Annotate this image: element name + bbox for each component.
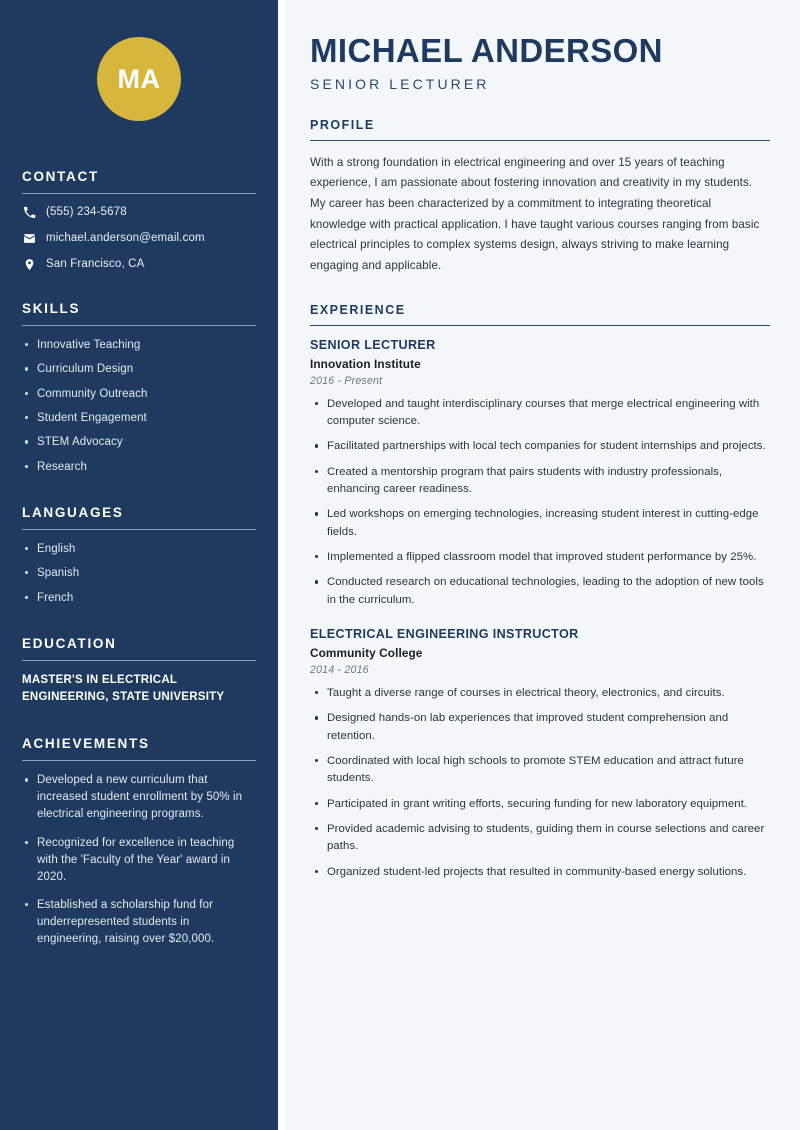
experience-heading: EXPERIENCE xyxy=(310,302,406,317)
list-item: English xyxy=(22,541,256,557)
experience-title: ELECTRICAL ENGINEERING INSTRUCTOR xyxy=(310,627,579,642)
avatar xyxy=(97,37,181,121)
list-item: Participated in grant writing efforts, securing funding for new laboratory equipment. xyxy=(310,796,770,813)
list-item: Curriculum Design xyxy=(22,361,256,377)
contact-heading: CONTACT xyxy=(22,169,99,184)
sidebar xyxy=(0,0,278,1130)
location-pin-icon xyxy=(22,257,36,271)
avatar-initials: MA xyxy=(117,63,161,94)
section-profile xyxy=(310,118,770,277)
profile-heading: PROFILE xyxy=(310,117,375,132)
skills-list xyxy=(22,337,256,475)
skills-divider xyxy=(22,325,256,326)
list-item: Developed a new curriculum that increased student enrollment by 50% in electrical engineering programs. xyxy=(22,772,256,823)
contact-email-text: michael.anderson@email.com xyxy=(46,232,205,244)
avatar-wrapper xyxy=(22,37,256,121)
contact-divider xyxy=(22,193,256,194)
sidebar-section-skills xyxy=(22,301,256,475)
envelope-icon xyxy=(22,231,36,245)
experience-bullets xyxy=(310,685,770,881)
contact-item-email[interactable] xyxy=(22,231,256,245)
list-item: Established a scholarship fund for underrepresented students in engineering, raising over $20,000. xyxy=(22,897,256,948)
education-divider xyxy=(22,660,256,661)
profile-divider xyxy=(310,140,770,141)
list-item: Research xyxy=(22,459,256,475)
contact-item-location[interactable] xyxy=(22,257,256,271)
experience-divider xyxy=(310,325,770,326)
achievements-divider xyxy=(22,760,256,761)
experience-dates: 2014 - 2016 xyxy=(310,664,369,677)
achievements-list xyxy=(22,772,256,947)
list-item: Taught a diverse range of courses in electrical theory, electronics, and circuits. xyxy=(310,685,770,702)
achievements-heading: ACHIEVEMENTS xyxy=(22,736,150,752)
contact-phone-text: (555) 234-5678 xyxy=(46,206,127,218)
list-item: Designed hands-on lab experiences that improved student comprehension and retention. xyxy=(310,710,770,745)
profile-text: With a strong foundation in electrical engineering and over 15 years of teaching experience, I am passionate about fostering innovation and creativity in my students. My career has been characterized by a commitment to integrating theoretical knowledge with practical application. I have taught various courses ranging from basic electrical principles to complex systems design, always striving to make learning engaging and applicable. xyxy=(310,155,760,272)
experience-dates: 2016 - Present xyxy=(310,374,383,387)
list-item: Spanish xyxy=(22,565,256,581)
experience-entry xyxy=(310,627,770,881)
experience-title: SENIOR LECTURER xyxy=(310,337,436,352)
list-item: Developed and taught interdisciplinary courses that merge electrical engineering with computer science. xyxy=(310,396,770,431)
list-item: Innovative Teaching xyxy=(22,337,256,353)
experience-bullets xyxy=(310,396,770,609)
column-gap xyxy=(278,0,285,1130)
sidebar-section-contact xyxy=(22,169,256,271)
education-heading: EDUCATION xyxy=(22,635,117,651)
experience-organization: Innovation Institute xyxy=(310,356,421,371)
list-item: Organized student-led projects that resulted in community-based energy solutions. xyxy=(310,864,770,881)
phone-icon xyxy=(22,205,36,219)
languages-list xyxy=(22,541,256,606)
list-item: Facilitated partnerships with local tech companies for student internships and projects. xyxy=(310,438,770,455)
list-item: Community Outreach xyxy=(22,386,256,402)
section-experience xyxy=(310,303,770,881)
skills-heading: SKILLS xyxy=(22,301,81,316)
sidebar-section-languages xyxy=(22,505,256,606)
list-item: Implemented a flipped classroom model that improved student performance by 25%. xyxy=(310,549,770,566)
page-title: MICHAEL ANDERSON xyxy=(310,32,663,69)
sidebar-section-education xyxy=(22,636,256,707)
list-item: Student Engagement xyxy=(22,410,256,426)
main-content xyxy=(285,0,800,1130)
education-degree: MASTER'S IN ELECTRICAL ENGINEERING, STATE UNIVERSITY xyxy=(22,673,225,704)
contact-location-text: San Francisco, CA xyxy=(46,258,145,270)
list-item: STEM Advocacy xyxy=(22,434,256,450)
experience-entry xyxy=(310,338,770,609)
list-item: Recognized for excellence in teaching with the 'Faculty of the Year' award in 2020. xyxy=(22,835,256,886)
sidebar-section-achievements xyxy=(22,736,256,947)
list-item: Led workshops on emerging technologies, increasing student interest in cutting-edge fields. xyxy=(310,506,770,541)
experience-organization: Community College xyxy=(310,646,423,661)
list-item: Provided academic advising to students, guiding them in course selections and career paths. xyxy=(310,821,770,856)
list-item: Created a mentorship program that pairs students with industry professionals, enhancing career readiness. xyxy=(310,464,770,499)
languages-divider xyxy=(22,529,256,530)
list-item: Conducted research on educational technologies, leading to the adoption of new tools in the curriculum. xyxy=(310,574,770,609)
languages-heading: LANGUAGES xyxy=(22,504,124,520)
list-item: Coordinated with local high schools to promote STEM education and attract future students. xyxy=(310,753,770,788)
list-item: French xyxy=(22,590,256,606)
job-role-subtitle: SENIOR LECTURER xyxy=(310,75,490,92)
contact-item-phone[interactable] xyxy=(22,205,256,219)
